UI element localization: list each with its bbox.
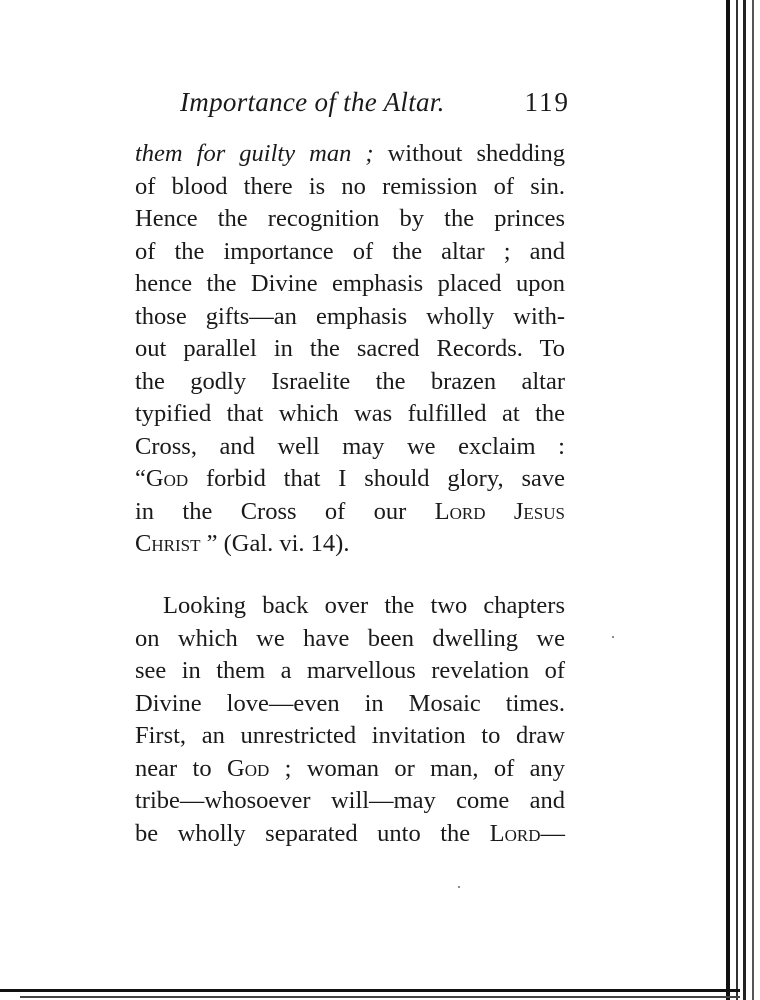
- running-head: [180, 84, 570, 120]
- text-span: near to: [135, 754, 227, 782]
- paragraph-1: [135, 138, 565, 561]
- text-line: see in them a marvellous revelation of: [135, 657, 565, 684]
- text-line: Hence the recognition by the princes: [135, 205, 565, 232]
- text-line: Divine love—even in Mosaic times.: [135, 689, 565, 717]
- page-edge-line: [752, 0, 754, 1000]
- text-line: typified that which was fulfilled at the: [135, 400, 565, 427]
- text-line: of blood there is no remission of sin.: [135, 172, 565, 200]
- text-line: [135, 753, 565, 786]
- text-line: [135, 496, 565, 529]
- small-caps-word: Lord: [489, 819, 541, 847]
- text-span: be wholly separated unto the: [135, 819, 490, 847]
- text-span: in the Cross of our: [135, 497, 435, 525]
- small-caps-word: God: [145, 465, 189, 492]
- running-title: Importance of the Altar.: [180, 87, 445, 117]
- text-line: Cross, and well may we exclaim :: [135, 432, 565, 460]
- text-line: hence the Divine emphasis placed upon: [135, 270, 565, 297]
- page-bottom-edge: [20, 996, 740, 998]
- text-line: [135, 528, 565, 561]
- paragraph-2: [135, 590, 565, 850]
- small-caps-word: Christ: [135, 530, 201, 557]
- text-line: on which we have been dwelling we: [135, 624, 565, 652]
- text-span: forbid that I should glory, save: [188, 465, 565, 492]
- scan-speck: [612, 636, 614, 638]
- page-edge-line: [726, 0, 730, 1000]
- page-edge-line: [743, 0, 746, 1000]
- text-line: [135, 138, 565, 171]
- text-line: [135, 818, 565, 851]
- scan-speck: [458, 886, 460, 888]
- small-caps-word: God: [227, 754, 270, 782]
- page-number: 119: [524, 87, 570, 117]
- text-line: of the importance of the altar ; and: [135, 237, 565, 265]
- text-line: the godly Israelite the brazen altar: [135, 367, 565, 395]
- text-span: ; woman or man, of any: [269, 754, 565, 782]
- text-span: without shedding: [373, 140, 565, 167]
- text-line: those gifts—an emphasis wholly with-: [135, 302, 565, 330]
- text-span: “: [135, 465, 146, 492]
- text-line: First, an unrestricted invitation to draw: [135, 722, 565, 749]
- text-line: Looking back over the two chapters: [163, 592, 565, 619]
- italic-phrase: them for guilty man ;: [135, 140, 374, 167]
- page-bottom-edge: [0, 989, 740, 992]
- small-caps-word: Lord Jesus: [434, 497, 565, 525]
- page-edge-line: [736, 0, 738, 1000]
- text-line: tribe—whosoever will—may come and: [135, 787, 565, 814]
- text-span: —: [540, 819, 565, 847]
- text-line: [135, 463, 565, 496]
- text-span: ” (Gal. vi. 14).: [200, 530, 350, 557]
- text-line: out parallel in the sacred Records. To: [135, 335, 565, 362]
